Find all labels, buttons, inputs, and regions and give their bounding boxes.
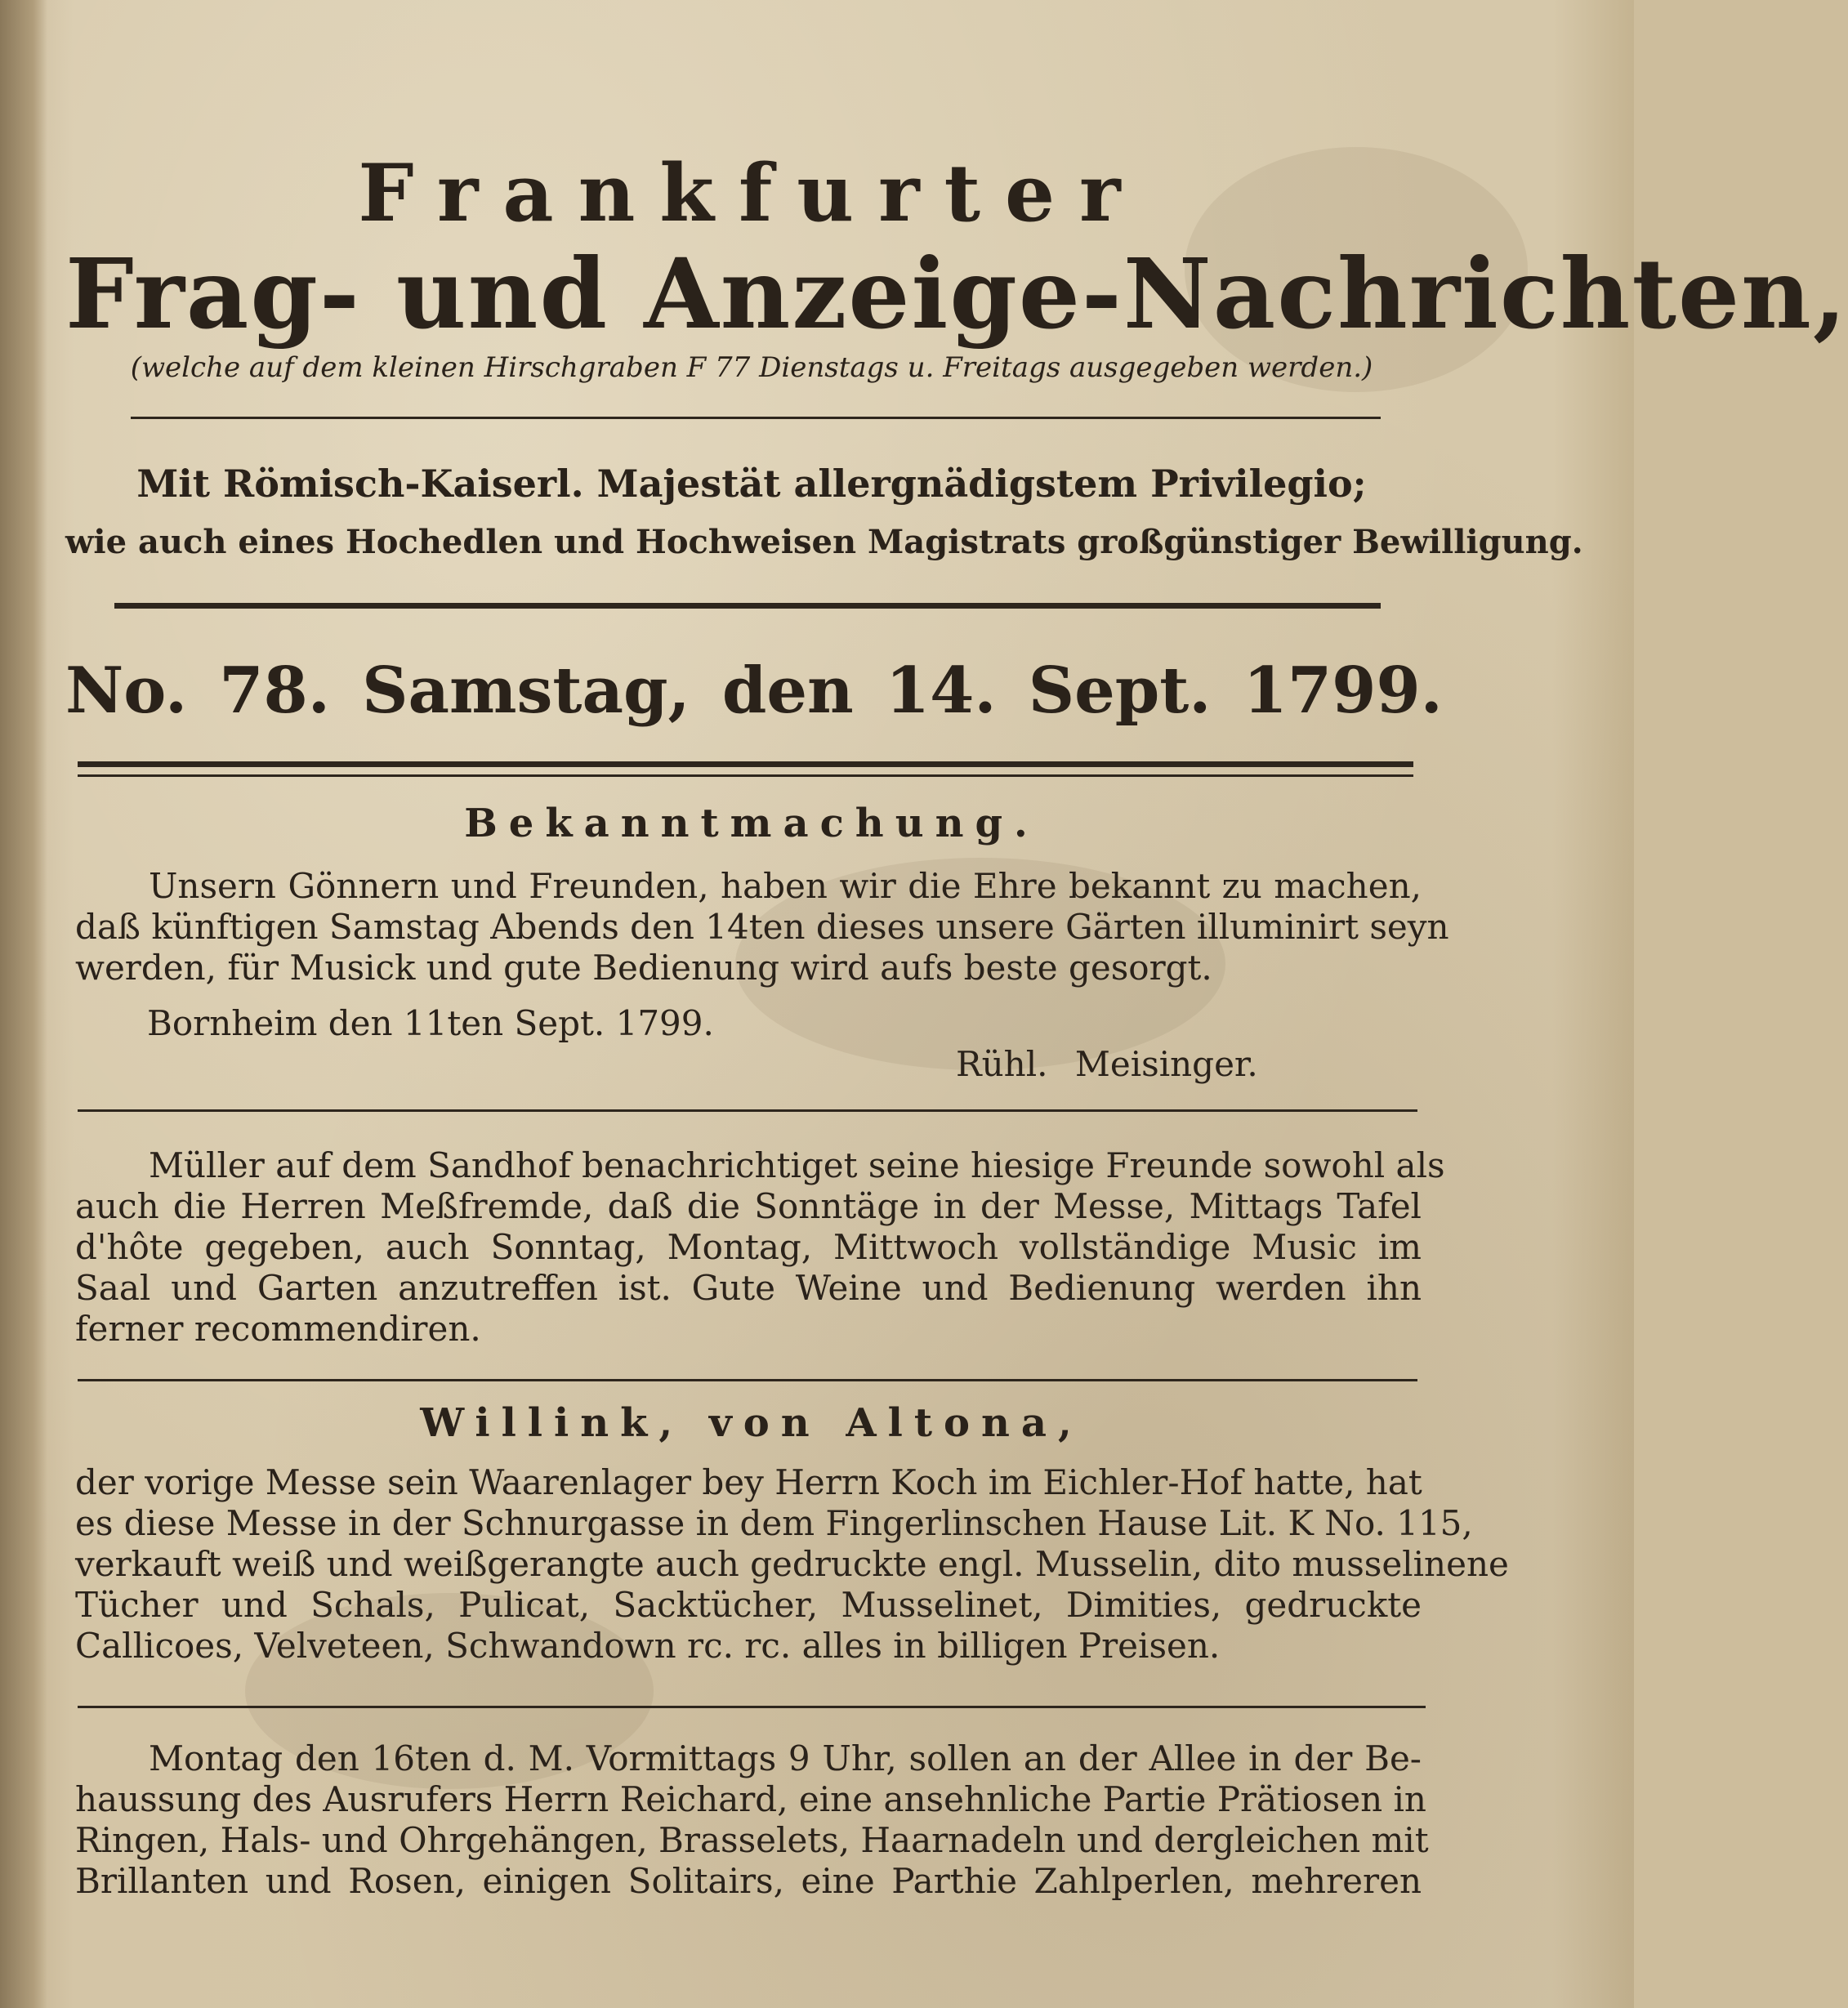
divider-rule-thick	[114, 603, 1381, 609]
masthead-title-line2: Frag- und Anzeige-Nachrichten,	[65, 237, 1848, 350]
notice2-line: auch die Herren Meßfremde, daß die Sonntäge in der Messe, Mittags Tafel	[75, 1186, 1422, 1226]
notice3-line: verkauft weiß und weißgerangte auch gedruckte engl. Musselin, dito musselinene	[75, 1544, 1509, 1584]
notice2-line: ferner recommendiren.	[75, 1309, 481, 1349]
notice3-line: Tücher und Schals, Pulicat, Sacktücher, Musselinet, Dimities, gedruckte	[75, 1585, 1422, 1625]
notice3-line: der vorige Messe sein Waarenlager bey Herrn Koch im Eichler-Hof hatte, hat	[75, 1462, 1422, 1502]
notice1-body	[75, 866, 1449, 988]
divider-rule-thick	[78, 761, 1413, 767]
privilege-line2: wie auch eines Hochedlen und Hochweisen Magistrats großgünstiger Bewilligung.	[65, 523, 1583, 561]
masthead-subtitle: (welche auf dem kleinen Hirschgraben F 77 Dienstags u. Freitags ausgegeben werden.)	[130, 351, 1373, 384]
notice4-line: Montag den 16ten d. M. Vormittags 9 Uhr, sollen an der Allee in der Be-	[149, 1738, 1422, 1778]
binding-edge	[0, 0, 47, 2008]
notice3-line: Callicoes, Velveteen, Schwandown rc. rc. alles in billigen Preisen.	[75, 1626, 1221, 1666]
notice1-dateline: Bornheim den 11ten Sept. 1799.	[147, 1003, 714, 1043]
notice2-body	[75, 1145, 1445, 1350]
divider-rule	[78, 1109, 1417, 1112]
notice1-line: Unsern Gönnern und Freunden, haben wir die Ehre bekannt zu machen,	[149, 866, 1422, 906]
divider-rule	[131, 417, 1381, 419]
notice2-line: Saal und Garten anzutreffen ist. Gute Weine und Bedienung werden ihn	[75, 1268, 1422, 1308]
notice2-line: Müller auf dem Sandhof benachrichtiget seine hiesige Freunde sowohl als	[149, 1145, 1445, 1185]
notice3-heading: Willink, von Altona,	[420, 1400, 1083, 1446]
notice1-line: daß künftigen Samstag Abends den 14ten dieses unsere Gärten illuminirt seyn	[75, 907, 1449, 947]
notice1-heading: Bekanntmachung.	[464, 801, 1039, 846]
notice2-line: d'hôte gegeben, auch Sonntag, Montag, Mittwoch vollständige Music im	[75, 1227, 1422, 1267]
notice3-line: es diese Messe in der Schnurgasse in dem Fingerlinschen Hause Lit. K No. 115,	[75, 1503, 1473, 1543]
notice3-body	[75, 1462, 1509, 1667]
privilege-line1: Mit Römisch-Kaiserl. Majestät allergnädigstem Privilegio;	[136, 462, 1367, 506]
masthead-title-line1: Frankfurter	[358, 147, 1145, 239]
notice4-line: haussung des Ausrufers Herrn Reichard, eine ansehnliche Partie Prätiosen in	[75, 1779, 1426, 1819]
notice1-line: werden, für Musick und gute Bedienung wird aufs beste gesorgt.	[75, 948, 1212, 988]
notice4-line: Brillanten und Rosen, einigen Solitairs, eine Parthie Zahlperlen, mehreren	[75, 1861, 1422, 1901]
divider-rule	[78, 774, 1413, 777]
issue-dateline: No. 78. Samstag, den 14. Sept. 1799.	[65, 654, 1443, 728]
notice4-body	[75, 1738, 1429, 1902]
divider-rule	[78, 1706, 1426, 1708]
divider-rule	[78, 1379, 1417, 1381]
notice1-signature: Rühl. Meisinger.	[956, 1044, 1258, 1084]
notice4-line: Ringen, Hals- und Ohrgehängen, Brasselets, Haarnadeln und dergleichen mit	[75, 1820, 1429, 1860]
